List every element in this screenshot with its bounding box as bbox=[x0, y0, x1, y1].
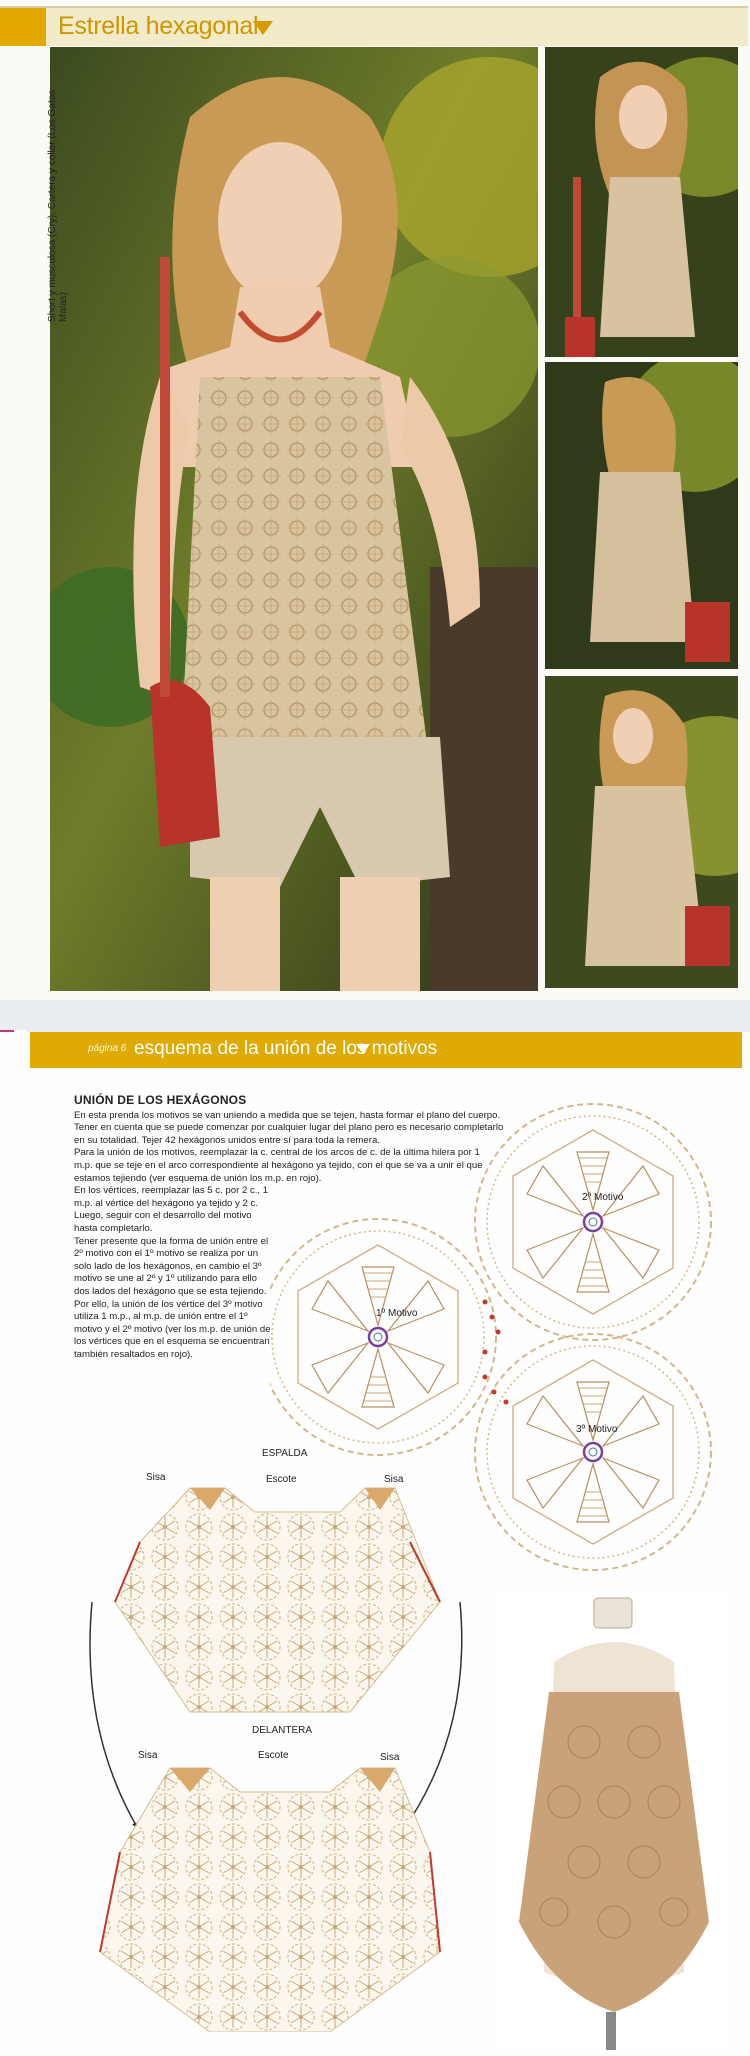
front-armhole-left: Sisa bbox=[138, 1750, 158, 1761]
triangle-down-icon bbox=[356, 1044, 370, 1054]
section-page-label: página 6 bbox=[88, 1043, 127, 1054]
instructions-heading: UNIÓN DE LOS HEXÁGONOS bbox=[74, 1093, 247, 1107]
section-header bbox=[30, 1032, 742, 1068]
instructions-p4: Tener presente que la forma de unión entre el 2º motivo con el 1º motivo se realiza por un solo lado de los hexágonos, en cambio el 3º motivo se une al 2º y 1º utilizando para ello dos lados del hexágono que se esta tejiendo. Por ello, la unión de los vértice del 3º motivo utiliza 1 m.p., al m.p. de unión entre el 1º motivo y el 2º motivo (ver los m.p. de unión de los vértices que en el esquema se encuentran también resaltados en rojo). bbox=[74, 1235, 271, 1360]
thumbnail-back bbox=[545, 362, 738, 669]
page-title: Estrella hexagonal bbox=[58, 12, 259, 40]
back-armhole-left: Sisa bbox=[146, 1472, 166, 1483]
section-title: esquema de la unión de los motivos bbox=[134, 1038, 438, 1059]
triangle-down-icon bbox=[253, 21, 273, 35]
front-neck: Escote bbox=[258, 1750, 289, 1761]
photo-credit: Short y musculosa (Cry). Cartera y collar (Los Gatos Malas) bbox=[47, 89, 69, 322]
mannequin-photo bbox=[494, 1592, 724, 2050]
page-divider bbox=[0, 1000, 750, 1032]
page-header bbox=[0, 6, 748, 46]
thumbnail-front bbox=[545, 47, 738, 357]
back-armhole-right: Sisa bbox=[384, 1474, 404, 1485]
back-neck: Escote bbox=[266, 1474, 297, 1485]
header-accent-bar bbox=[0, 8, 46, 46]
motif-3-label: 3º Motivo bbox=[576, 1424, 618, 1435]
instructions-p3: En los vértices, reemplazar las 5 c. por 2 c., 1 m.p. al vértice del hexágono ya tejido y 2 c. Luego, seguir con el desarrollo del motivo hasta completarlo. bbox=[74, 1185, 269, 1234]
front-armhole-right: Sisa bbox=[380, 1752, 400, 1763]
instructions-p1: En esta prenda los motivos se van uniendo a medida que se tejen, hasta formar el plano del cuerpo. Tener en cuenta que se puede comenzar por cualquier lugar del plano pero es necesario completarlo en su totalidad. Tejer 42 hexágonos unidos entre sí para toda la remera. bbox=[74, 1109, 504, 1146]
thumbnail-side bbox=[545, 676, 738, 988]
photo-page bbox=[0, 0, 750, 1000]
motif-2-label: 2º Motivo bbox=[582, 1192, 624, 1203]
back-title: ESPALDA bbox=[262, 1448, 308, 1459]
main-photo bbox=[50, 47, 538, 991]
motif-1-label: 1º Motivo bbox=[376, 1308, 418, 1319]
front-title: DELANTERA bbox=[252, 1725, 313, 1736]
schematic-page bbox=[0, 1032, 750, 2056]
front-schematic bbox=[80, 1732, 460, 2032]
instructions-p2: Para la unión de los motivos, reemplazar la c. central de los arcos de c. de la última hilera por 1 m.p. que se teje en el arco correspondiente al hexágono ya tejido, con el que se va a unir el que estamos tejiendo (ver esquema de unión los m.p. en rojo). bbox=[74, 1147, 483, 1184]
